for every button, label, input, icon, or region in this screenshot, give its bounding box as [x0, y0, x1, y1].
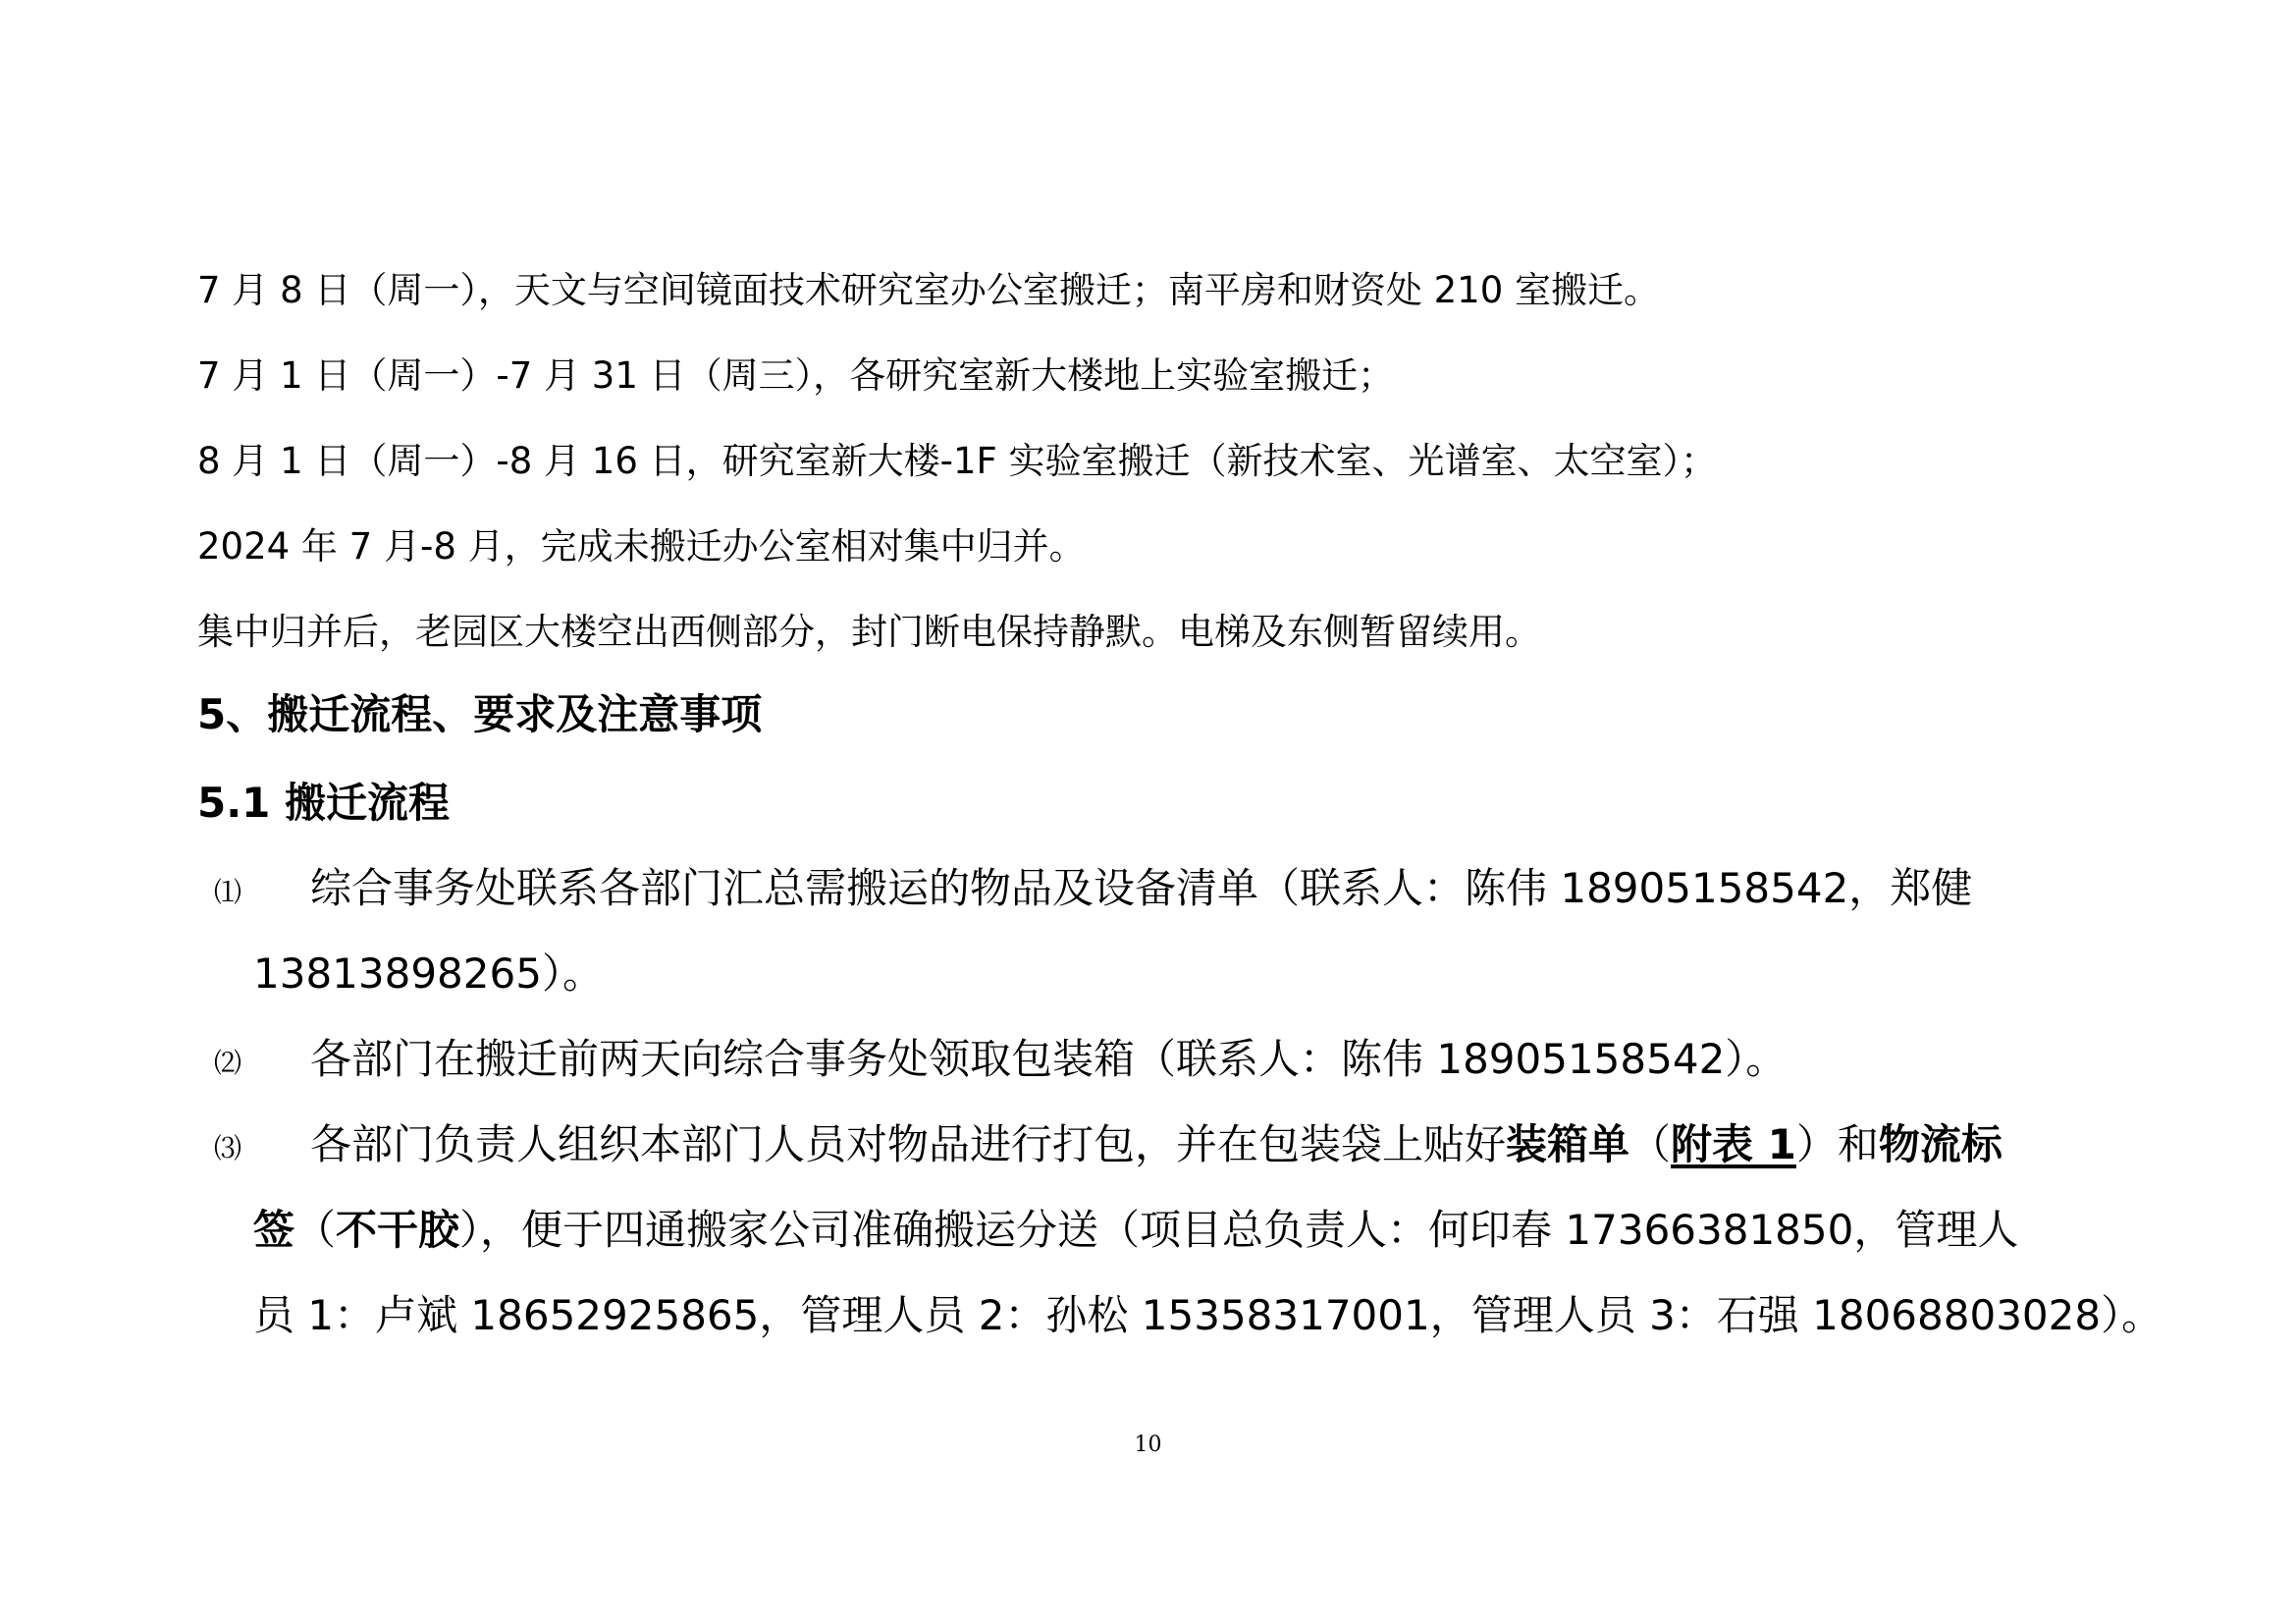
schedule-line-1: 7 月 8 日（周一），天文与空间镜面技术研究室办公室搬迁；南平房和财资处 210 室搬迁。 [197, 269, 1661, 311]
appendix-1-link[interactable]: 附表 1 [1671, 1120, 1796, 1168]
logistics-label-term-part1: 物流标 [1878, 1120, 2002, 1168]
packing-list-term: 装箱单 [1506, 1120, 1630, 1168]
item-3-text-d: ），便于四通搬家公司准确搬运分送（项目总负责人：何印春 17366381850，管理人 [459, 1206, 2019, 1254]
item-3-text-a: 各部门负责人组织本部门人员对物品进行打包，并在包装袋上贴好 [310, 1120, 1507, 1168]
item-3-line-2 [253, 1206, 2019, 1254]
schedule-line-2: 7 月 1 日（周一）-7 月 31 日（周三），各研究室新大楼地上实验室搬迁； [197, 354, 1395, 397]
item-3-line-3: 员 1：卢斌 18652925865，管理人员 2：孙松 15358317001，管理人员 3：石强 18068803028）。 [253, 1291, 2163, 1339]
section-heading: 5、搬迁流程、要求及注意事项 [197, 690, 763, 738]
page-number: 10 [1134, 1433, 1162, 1457]
item-1-line-2: 13813898265）。 [253, 949, 604, 998]
schedule-line-5: 集中归并后，老园区大楼空出西侧部分，封门断电保持静默。电梯及东侧暂留续用。 [197, 611, 1541, 653]
item-3-line-1 [310, 1120, 2002, 1168]
item-1-marker: ⑴ [214, 876, 242, 908]
schedule-line-4: 2024 年 7 月-8 月，完成未搬迁办公室相对集中归并。 [197, 525, 1086, 568]
item-1-line-1: 综合事务处联系各部门汇总需搬运的物品及设备清单（联系人：陈伟 18905158542，郑健 [310, 864, 1973, 912]
logistics-label-term-part2: 签 [253, 1206, 295, 1254]
subsection-heading: 5.1 搬迁流程 [197, 779, 451, 827]
item-2-line-1: 各部门在搬迁前两天向综合事务处领取包装箱（联系人：陈伟 18905158542）。 [310, 1035, 1788, 1083]
item-3-marker: ⑶ [214, 1132, 242, 1164]
item-3-paren-open-2: （ [294, 1206, 337, 1254]
item-3-text-e: ）和 [1795, 1120, 1879, 1168]
item-3-paren-open: （ [1629, 1120, 1672, 1168]
item-2-marker: ⑵ [214, 1047, 242, 1079]
adhesive-term: 不干胶 [336, 1206, 460, 1254]
schedule-line-3: 8 月 1 日（周一）-8 月 16 日，研究室新大楼-1F 实验室搬迁（新技术室、光谱室、太空室）； [197, 440, 1718, 482]
